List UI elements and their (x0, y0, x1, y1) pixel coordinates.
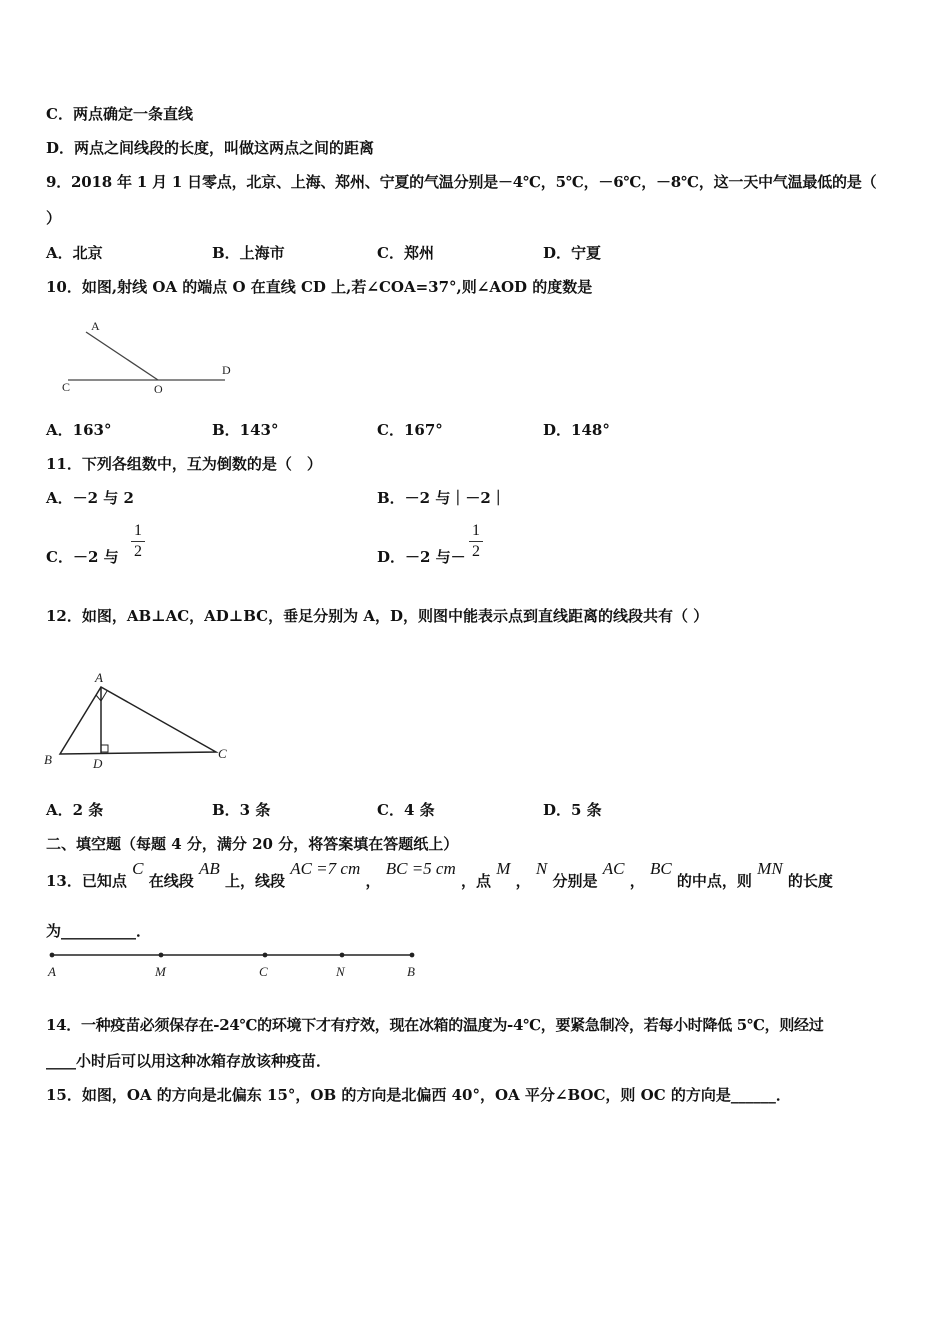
label-d: D (222, 363, 231, 377)
fraction-denominator: 2 (472, 543, 480, 560)
q12-option-a: A．2 条 (46, 801, 104, 819)
math-bc-length: BC =5 cm (385, 859, 456, 878)
q10-figure (60, 318, 240, 398)
point-b (410, 953, 415, 958)
label-a: A (48, 964, 56, 979)
q11-option-a: A．－2 与 2 (46, 489, 134, 507)
q10-option-a: A．163° (46, 421, 112, 439)
point-c (263, 953, 268, 958)
q13-segment-figure (46, 948, 426, 982)
point-a (50, 953, 55, 958)
label-o: O (154, 382, 163, 396)
q12-stem: 12．如图，AB⊥AC，AD⊥BC，垂足分别为 A，D，则图中能表示点到直线距离的线段共有（ ） (46, 607, 709, 625)
right-angle-mark-d (101, 745, 108, 752)
q12-option-b: B．3 条 (212, 801, 271, 819)
math-mn: MN (757, 859, 783, 878)
q8-option-c: C．两点确定一条直线 (46, 105, 193, 123)
q10-stem: 10．如图,射线 OA 的端点 O 在直线 CD 上,若∠COA=37°,则∠AOD 的度数是 (46, 278, 593, 296)
q9-stem-end: ） (46, 209, 62, 227)
label-a: A (91, 319, 100, 333)
point-n (340, 953, 345, 958)
q11-option-c: C．－2 与 (46, 548, 119, 566)
q11-option-d: D．－2 与－ (377, 548, 466, 566)
math-c: C (132, 859, 144, 878)
triangle-abc (60, 687, 216, 754)
label-b: B (407, 964, 415, 979)
math-ac: AC (602, 859, 625, 878)
q10-option-c: C．167° (377, 421, 443, 439)
q11-option-b: B．－2 与｜－2｜ (377, 489, 506, 507)
label-c: C (259, 964, 268, 979)
q11-stem: 11．下列各组数中，互为倒数的是（ ） (46, 455, 322, 473)
q12-option-c: C．4 条 (377, 801, 435, 819)
q9-stem: 9．2018 年 1 月 1 日零点，北京、上海、郑州、宁夏的气温分别是－4℃，5℃，－6℃，－8℃，这一天中气温最低的是（ (46, 173, 877, 191)
q15-stem: 15．如图，OA 的方向是北偏东 15°，OB 的方向是北偏西 40°，OA 平分∠BOC，则 OC 的方向是______． (46, 1086, 791, 1104)
q11-option-d-fraction (469, 522, 483, 561)
q11-option-c-fraction (131, 522, 145, 561)
math-bc: BC (649, 859, 672, 878)
q9-option-d: D．宁夏 (543, 244, 602, 262)
label-c: C (218, 746, 227, 761)
label-m: M (155, 964, 166, 979)
q14-stem: 14．一种疫苗必须保存在-24℃的环境下才有疗效，现在冰箱的温度为-4℃，要紧急制冷，若每小时降低 5℃，则经过 (46, 1016, 824, 1034)
q14-stem-line2: ____小时后可以用这种冰箱存放该种疫苗． (46, 1052, 332, 1070)
q9-option-b: B．上海市 (212, 244, 285, 262)
q9-option-c: C．郑州 (377, 244, 434, 262)
fraction-denominator: 2 (134, 543, 142, 560)
math-m: M (496, 859, 511, 878)
label-b: B (44, 752, 52, 767)
q8-option-d: D．两点之间线段的长度，叫做这两点之间的距离 (46, 139, 375, 157)
label-d: D (93, 756, 103, 771)
ray-oa (86, 332, 158, 380)
fraction-numerator: 1 (134, 522, 142, 539)
label-n: N (336, 964, 345, 979)
point-m (159, 953, 164, 958)
q12-option-d: D．5 条 (543, 801, 602, 819)
q13-stem: 13．已知点 C 在线段 AB 上，线段 AC =7 cm ， BC =5 cm ，点 M ， N 分别是 AC ， BC 的中点，则 MN 的长度 (46, 859, 833, 890)
label-c: C (62, 380, 71, 394)
fraction-numerator: 1 (472, 522, 480, 539)
math-n: N (535, 859, 548, 878)
q9-option-a: A．北京 (46, 244, 103, 262)
q12-figure (40, 668, 240, 778)
q10-option-d: D．148° (543, 421, 610, 439)
math-ab: AB (198, 859, 220, 878)
q13-answer-line: 为__________． (46, 922, 152, 940)
label-a: A (95, 670, 103, 685)
q10-option-b: B．143° (212, 421, 279, 439)
math-ac-length: AC =7 cm (290, 859, 361, 878)
section-heading: 二、填空题（每题 4 分，满分 20 分，将答案填在答题纸上） (46, 835, 459, 853)
